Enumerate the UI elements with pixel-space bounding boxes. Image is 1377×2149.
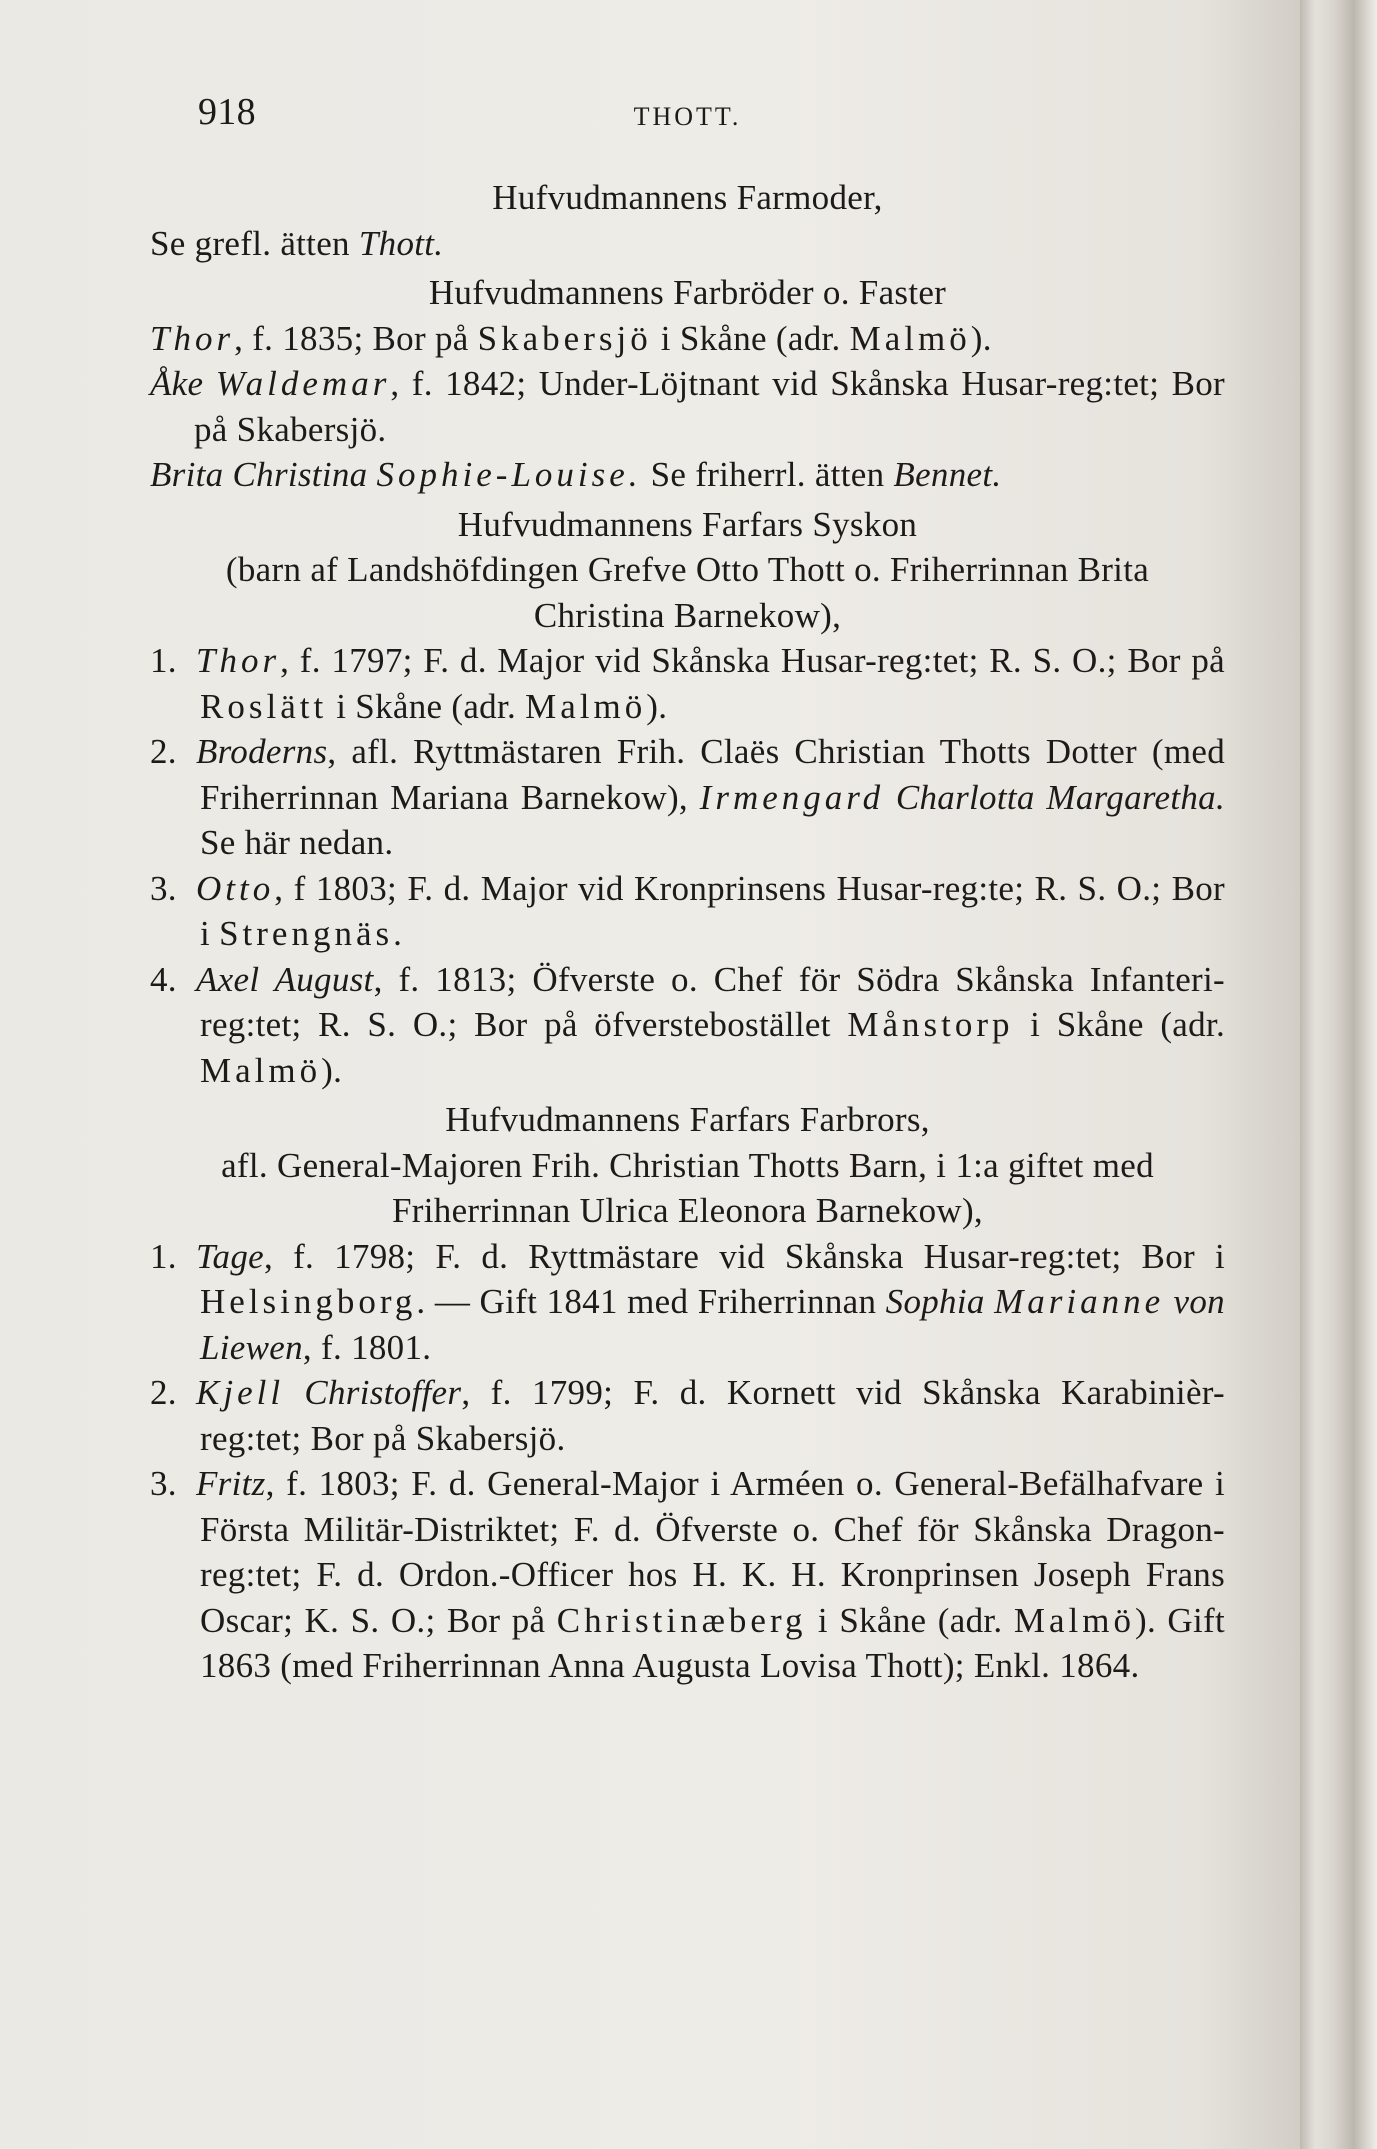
- list-item: 2. Kjell Christoffer, f. 1799; F. d. Kornett vid Skånska Karabinièr-reg:tet; Bor på Skabersjö.: [150, 1373, 1226, 1458]
- section-heading-farfars-syskon: Hufvudmannens Farfars Syskon: [457, 504, 918, 544]
- book-spine-edge: [1300, 0, 1377, 2149]
- section-subheading-farfars-farbrors: afl. General-Majoren Frih. Christian Thotts Barn, i 1:a giftet med Friherrinnan Ulrica Eleonora Barnekow),: [221, 1145, 1154, 1230]
- entry-ake-waldemar: Åke Waldemar, f. 1842; Under-Löjtnant vid Skånska Husar-reg:tet; Bor på Skabersjö.: [150, 364, 1225, 449]
- list-item: 4. Axel August, f. 1813; Öfverste o. Chef för Södra Skånska Infanteri-reg:tet; R. S. O.; Bor på öfverstebostället Månstorp i Skåne (adr. Malmö).: [150, 959, 1226, 1090]
- entry-brita-christina: Brita Christina Sophie-Louise. Se friherrl. ätten Bennet.: [150, 455, 1002, 494]
- section-heading-farbroder: Hufvudmannens Farbröder o. Faster: [428, 273, 947, 312]
- list-item: 3. Fritz, f. 1803; F. d. General-Major i Arméen o. General-Befälhafvare i Första Militär-Distriktet; F. d. Öfverste o. Chef för Skånska Dragon-reg:tet; F. d. Ordon.-Officer hos H. K. H. Kronprinsen Joseph Frans Oscar; K. S. O.; Bor på Christinæberg i Skåne (adr. Malmö). Gift 1863 (med Friherrinnan Anna Augusta Lovisa Thott); Enkl. 1864.: [150, 1464, 1225, 1685]
- entry-thor-1835: Thor, f. 1835; Bor på Skabersjö i Skåne (adr. Malmö).: [150, 318, 992, 358]
- running-title: THOTT.: [633, 102, 742, 131]
- section-subheading-farfars-syskon: (barn af Landshöfdingen Grefve Otto Thott o. Friherrinnan Brita Christina Barnekow),: [225, 550, 1150, 635]
- list-item: 2. Broderns, afl. Ryttmästaren Frih. Claës Christian Thotts Dotter (med Friherrinnan Mariana Barnekow), Irmengard Charlotta Margaretha. Se här nedan.: [150, 732, 1225, 862]
- entry-farmoder: Se grefl. ätten Thott.: [150, 223, 444, 263]
- page-header: [150, 90, 1225, 135]
- list-item: 1. Thor, f. 1797; F. d. Major vid Skånska Husar-reg:tet; R. S. O.; Bor på Roslätt i Skåne (adr. Malmö).: [150, 641, 1225, 726]
- list-item: 1. Tage, f. 1798; F. d. Ryttmästare vid Skånska Husar-reg:tet; Bor i Helsingborg. — Gift 1841 med Friherrinnan Sophia Marianne von Liewen, f. 1801.: [150, 1236, 1225, 1367]
- page-number: 918: [198, 91, 256, 133]
- page-content: [150, 90, 1225, 1689]
- list-item: 3. Otto, f 1803; F. d. Major vid Kronprinsens Husar-reg:te; R. S. O.; Bor i Strengnäs.: [150, 868, 1225, 953]
- section-heading-farfars-farbrors: Hufvudmannens Farfars Farbrors,: [445, 1100, 930, 1139]
- section-heading-farmoder: Hufvudmannens Farmoder,: [492, 178, 883, 217]
